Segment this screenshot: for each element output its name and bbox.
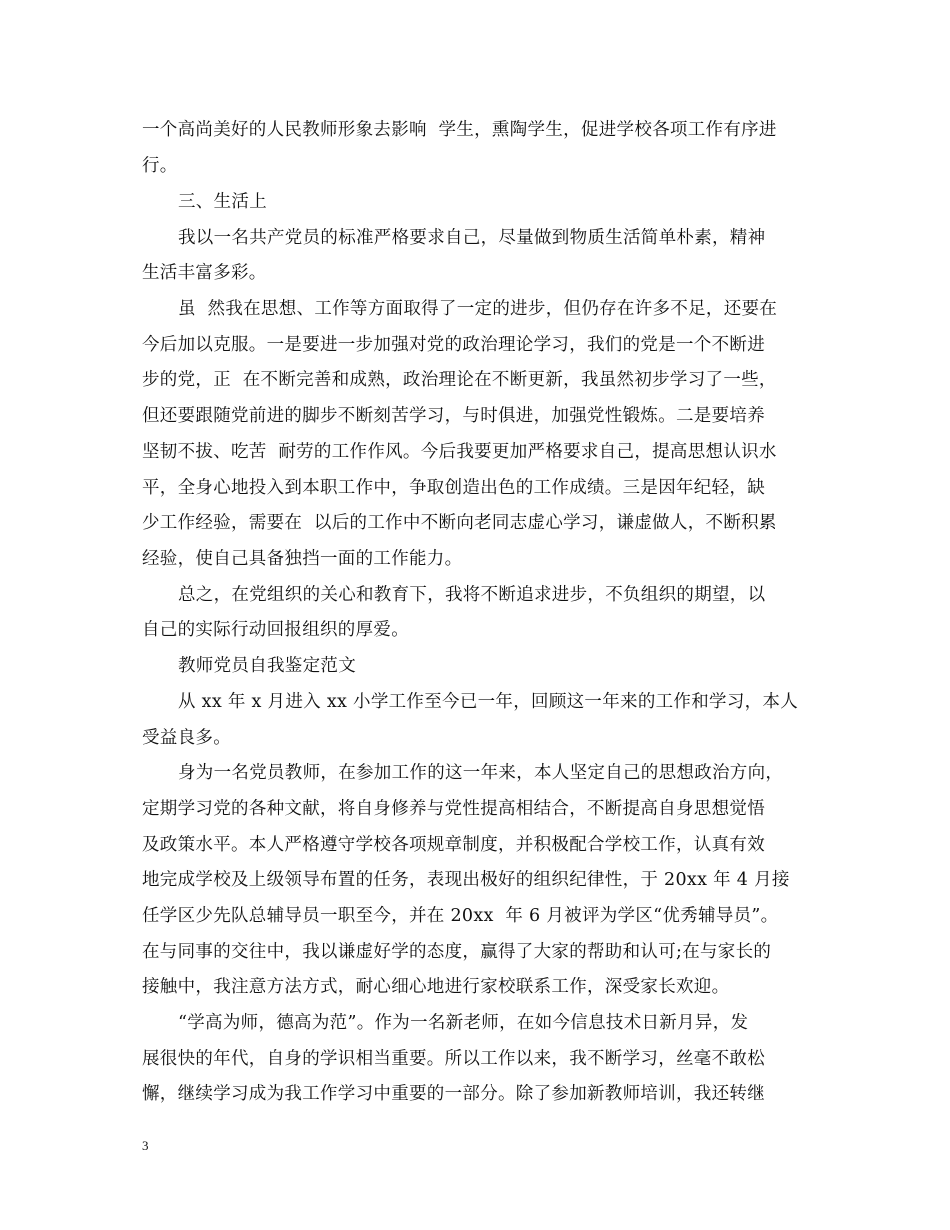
text-line: 步的党，正 在不断完善和成熟，政治理论在不断更新，我虽然初步学习了一些， (142, 370, 777, 390)
section-heading: 教师党员自我鉴定范文 (178, 656, 356, 676)
text-line: 虽 然我在思想、工作等方面取得了一定的进步，但仍存在许多不足，还要在 (178, 299, 778, 319)
text-line: 坚韧不拔、吃苦 耐劳的工作作风。今后我要更加严格要求自己，提高思想认识水 (142, 442, 777, 462)
text-line: 自己的实际行动回报组织的厚爱。 (142, 620, 409, 640)
text-line: 任学区少先队总辅导员一职至今，并在 20xx 年 6 月被评为学区“优秀辅导员”。 (142, 906, 779, 926)
text-line: 但还要跟随党前进的脚步不断刻苦学习，与时俱进，加强党性锻炼。二是要培养 (142, 406, 765, 426)
text-line: 今后加以克服。一是要进一步加强对党的政治理论学习，我们的党是一个不断进 (142, 335, 765, 355)
text-line: 经验，使自己具备独挡一面的工作能力。 (142, 549, 463, 569)
text-line: 接触中，我注意方法方式，耐心细心地进行家校联系工作，深受家长欢迎。 (142, 977, 730, 997)
text-line: 展很快的年代，自身的学识相当重要。所以工作以来，我不断学习，丝毫不敢松 (142, 1049, 765, 1069)
text-line: 从 xx 年 x 月进入 xx 小学工作至今已一年，回顾这一年来的工作和学习，本人 (178, 692, 799, 712)
text-line: “学高为师，德高为范”。作为一名新老师，在如今信息技术日新月异，发 (178, 1013, 749, 1033)
section-heading: 三、生活上 (178, 192, 267, 212)
page-number: 3 (142, 1138, 149, 1153)
text-line: 平，全身心地投入到本职工作中，争取创造出色的工作成绩。三是因年纪轻，缺 (142, 478, 765, 498)
text-line: 在与同事的交往中，我以谦虚好学的态度，赢得了大家的帮助和认可;在与家长的 (142, 942, 772, 962)
text-line: 一个高尚美好的人民教师形象去影响 学生，熏陶学生，促进学校各项工作有序进 (142, 120, 777, 140)
text-line: 及政策水平。本人严格遵守学校各项规章制度，并积极配合学校工作，认真有效 (142, 835, 765, 855)
text-line: 定期学习党的各种文献，将自身修养与党性提高相结合，不断提高自身思想觉悟 (142, 799, 765, 819)
text-line: 受益良多。 (142, 728, 231, 748)
text-line: 行。 (142, 156, 178, 176)
text-line: 生活丰富多彩。 (142, 263, 267, 283)
text-line: 身为一名党员教师，在参加工作的这一年来，本人坚定自己的思想政治方向， (178, 763, 784, 783)
text-line: 少工作经验，需要在 以后的工作中不断向老同志虚心学习，谦虚做人，不断积累 (142, 513, 777, 533)
text-line: 总之，在党组织的关心和教育下，我将不断追求进步，不负组织的期望，以 (178, 585, 766, 605)
text-line: 懈，继续学习成为我工作学习中重要的一部分。除了参加新教师培训，我还转继 (142, 1084, 765, 1104)
text-line: 我以一名共产党员的标准严格要求自己，尽量做到物质生活简单朴素，精神 (178, 228, 766, 248)
text-line: 地完成学校及上级领导布置的任务，表现出极好的组织纪律性，于 20xx 年 4 月接 (142, 870, 790, 890)
